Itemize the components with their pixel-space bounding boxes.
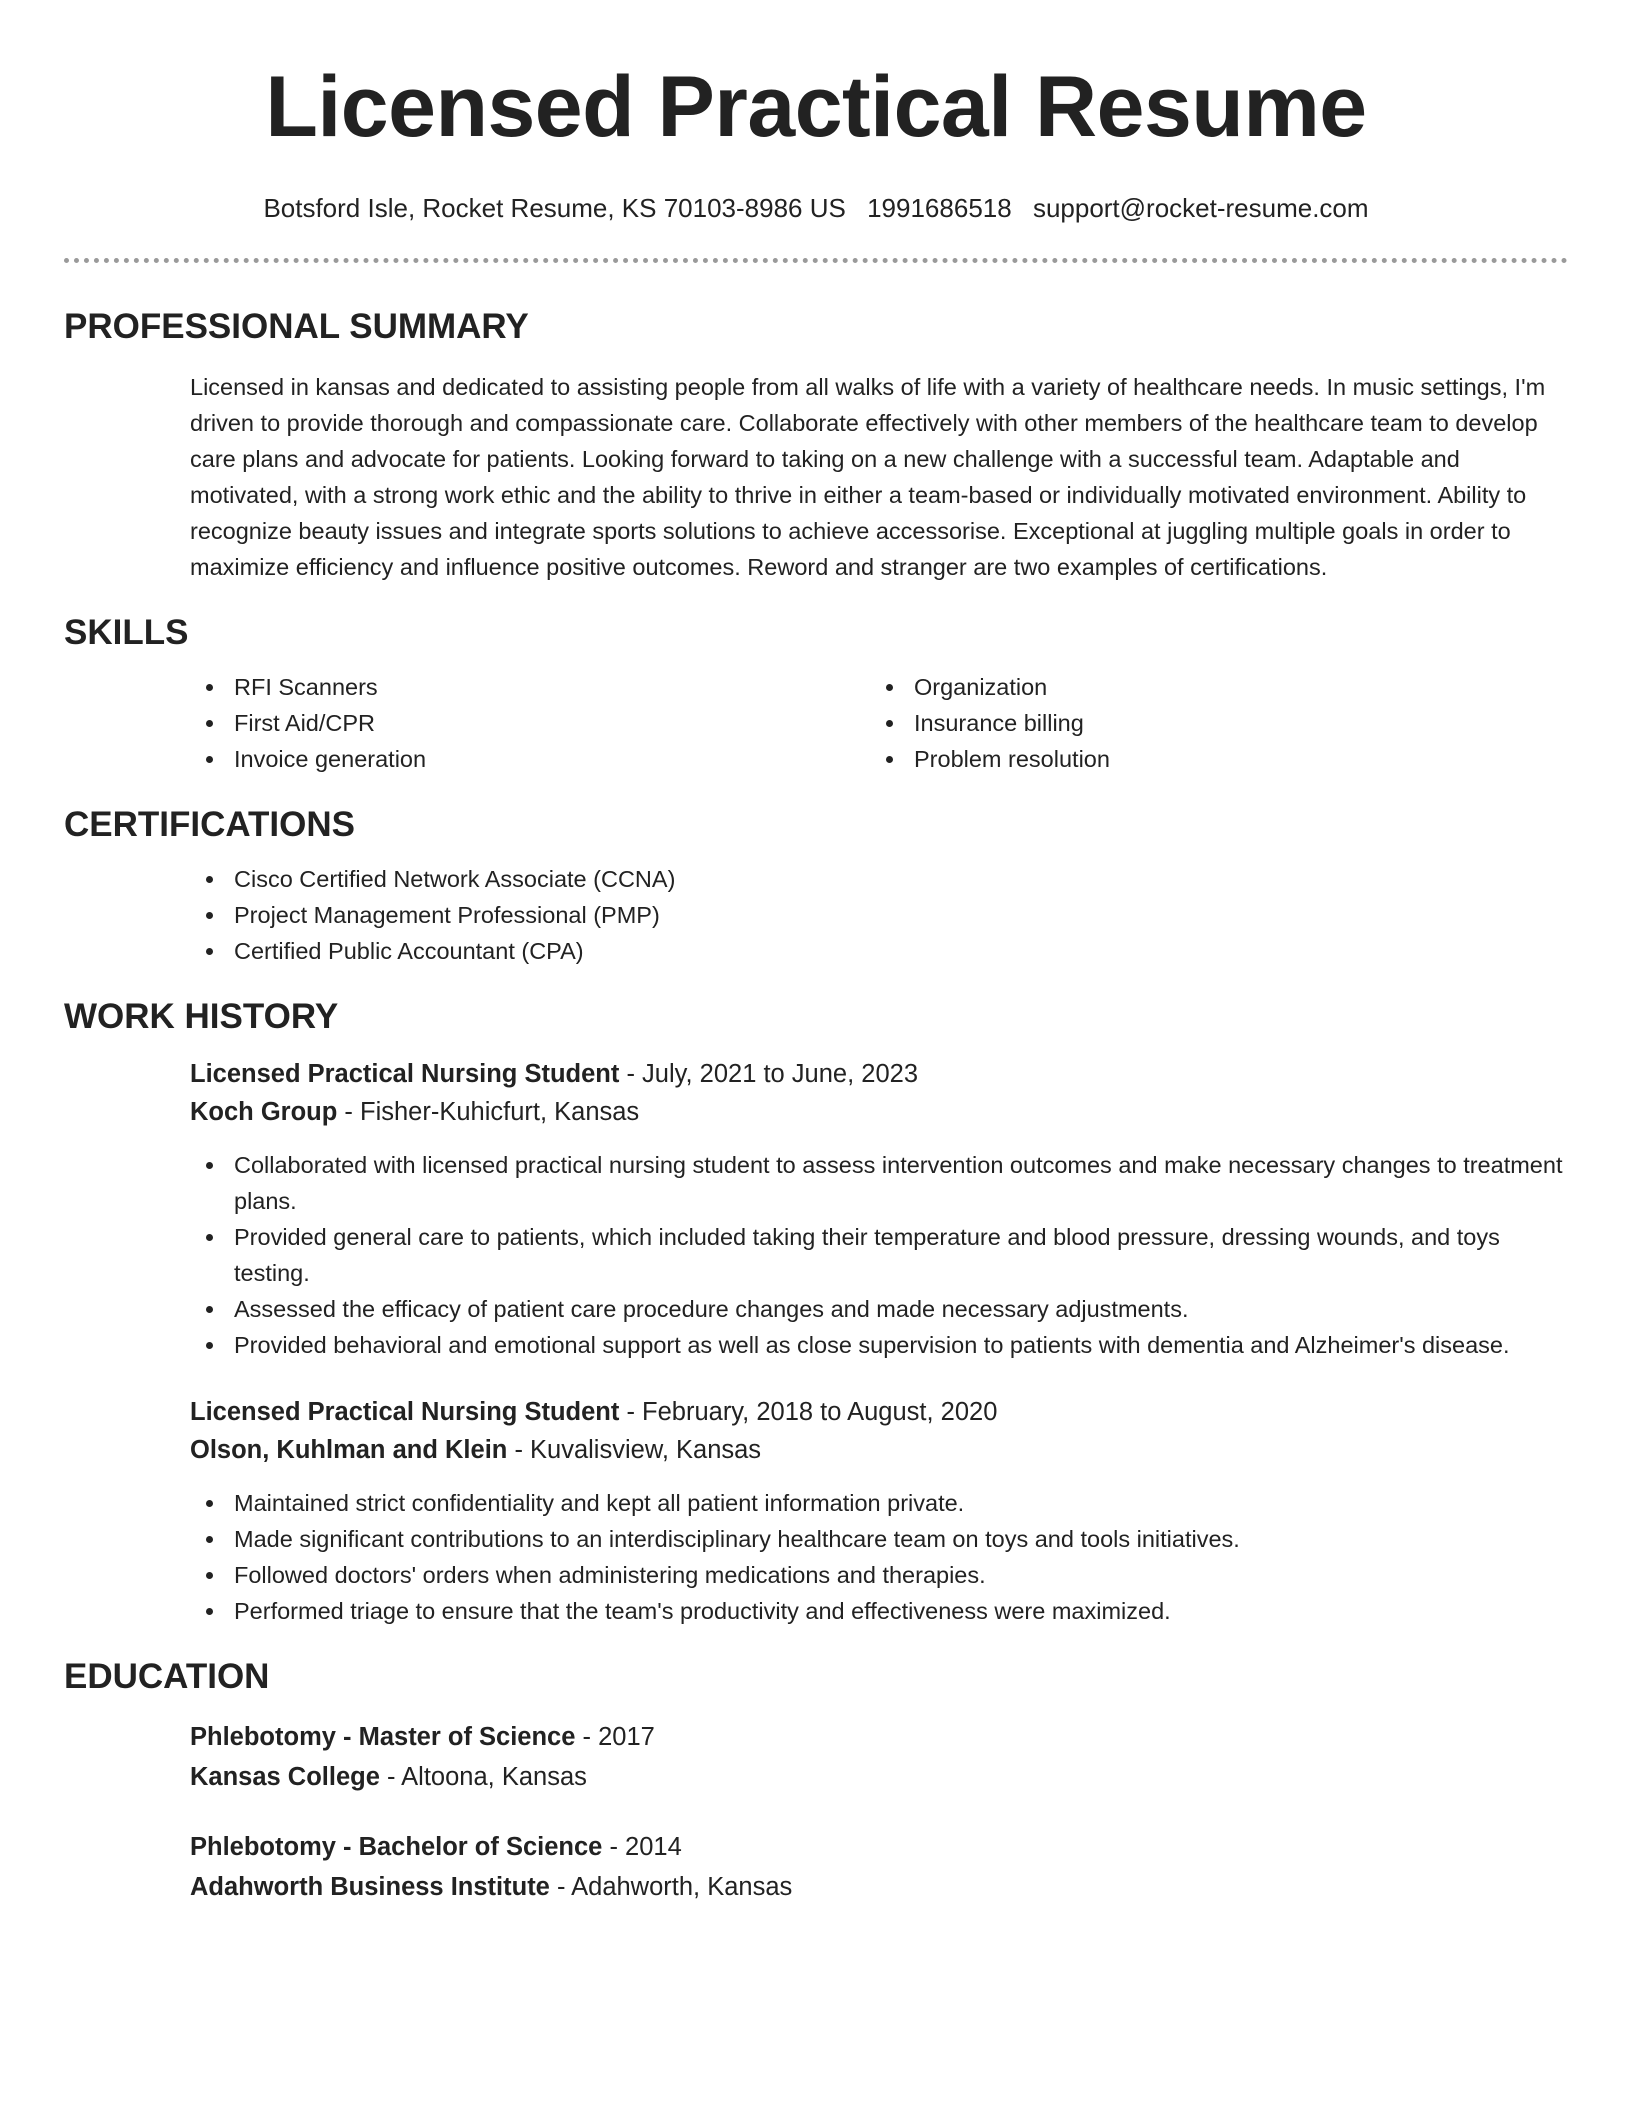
summary-section [64, 305, 1568, 585]
education-year: - 2014 [602, 1833, 682, 1861]
skills-right-list [870, 669, 1550, 777]
education-school-line [190, 1757, 1568, 1797]
job-bullet: Performed triage to ensure that the team's productivity and effectiveness were maximized. [190, 1593, 1568, 1629]
skill-item: Invoice generation [190, 741, 870, 777]
work-history-title: WORK HISTORY [64, 997, 339, 1036]
skill-item: First Aid/CPR [190, 705, 870, 741]
job-entry [64, 1055, 1568, 1131]
job-bullet: Provided general care to patients, which included taking their temperature and blood pressure, dressing wounds, and toys testing. [190, 1219, 1568, 1291]
job-title-line [190, 1055, 1568, 1093]
job-bullets [64, 1147, 1568, 1363]
contact-line [64, 192, 1568, 224]
job-bullet: Provided behavioral and emotional support as well as close supervision to patients with dementia and Alzheimer's disease. [190, 1327, 1568, 1363]
resume-name: Licensed Practical Resume [265, 59, 1367, 155]
job-role: Licensed Practical Nursing Student [190, 1060, 620, 1088]
education-degree: Phlebotomy - Master of Science [190, 1723, 576, 1751]
job-company: Koch Group [190, 1098, 338, 1126]
skills-grid [64, 669, 1568, 777]
job-bullet: Assessed the efficacy of patient care procedure changes and made necessary adjustments. [190, 1291, 1568, 1327]
education-location: - Altoona, Kansas [379, 1763, 587, 1791]
job-company: Olson, Kuhlman and Klein [190, 1436, 508, 1464]
contact-email: support@rocket-resume.com [1032, 193, 1369, 223]
summary-title: PROFESSIONAL SUMMARY [64, 307, 529, 346]
education-degree-line [190, 1717, 1568, 1757]
job-bullet: Made significant contributions to an interdisciplinary healthcare team on toys and tools initiatives. [190, 1521, 1568, 1557]
contact-address: Botsford Isle, Rocket Resume, KS 70103-8986 US [263, 193, 846, 223]
job-role: Licensed Practical Nursing Student [190, 1398, 620, 1426]
education-section [64, 1655, 1568, 1907]
job-dates: - February, 2018 to August, 2020 [619, 1398, 998, 1426]
education-school: Kansas College [190, 1763, 380, 1791]
education-school-line [190, 1867, 1568, 1907]
job-entry [64, 1393, 1568, 1469]
job-bullet: Collaborated with licensed practical nursing student to assess intervention outcomes and make necessary changes to treatment plans. [190, 1147, 1568, 1219]
contact-phone: 1991686518 [867, 193, 1012, 223]
job-bullet: Followed doctors' orders when administering medications and therapies. [190, 1557, 1568, 1593]
certifications-list [64, 861, 1568, 969]
job-bullets [64, 1485, 1568, 1629]
job-bullet: Maintained strict confidentiality and kept all patient information private. [190, 1485, 1568, 1521]
skill-item: Organization [870, 669, 1550, 705]
education-entry [64, 1717, 1568, 1797]
job-location: - Fisher-Kuhicfurt, Kansas [337, 1098, 640, 1126]
education-title: EDUCATION [64, 1657, 270, 1696]
skill-item: Insurance billing [870, 705, 1550, 741]
education-entry [64, 1827, 1568, 1907]
certifications-section [64, 803, 1568, 969]
work-history-section [64, 995, 1568, 1629]
job-title-line [190, 1393, 1568, 1431]
education-degree-line [190, 1827, 1568, 1867]
header-divider [64, 258, 1568, 263]
skill-item: RFI Scanners [190, 669, 870, 705]
certification-item: Cisco Certified Network Associate (CCNA) [190, 861, 1568, 897]
education-degree: Phlebotomy - Bachelor of Science [190, 1833, 603, 1861]
education-school: Adahworth Business Institute [190, 1873, 550, 1901]
certifications-title: CERTIFICATIONS [64, 805, 356, 844]
education-location: - Adahworth, Kansas [549, 1873, 793, 1901]
skills-title: SKILLS [64, 613, 189, 652]
job-company-line [190, 1093, 1568, 1131]
skills-left-list [190, 669, 870, 777]
job-company-line [190, 1431, 1568, 1469]
summary-text: Licensed in kansas and dedicated to assisting people from all walks of life with a variety of healthcare needs. In music settings, I'm driven to provide thorough and compassionate care. Collaborate effectively with other members of the healthcare team to develop care plans and advocate for patients. Looking forward to taking on a new challenge with a successful team. Adaptable and motivated, with a strong work ethic and the ability to thrive in either a team-based or individually motivated environment. Ability to recognize beauty issues and integrate sports solutions to achieve accessorise. Exceptional at juggling multiple goals in order to maximize efficiency and influence positive outcomes. Reword and stranger are two examples of certifications. [190, 374, 1546, 580]
skill-item: Problem resolution [870, 741, 1550, 777]
skills-section [64, 611, 1568, 777]
job-dates: - July, 2021 to June, 2023 [619, 1060, 919, 1088]
education-year: - 2017 [575, 1723, 655, 1751]
certification-item: Project Management Professional (PMP) [190, 897, 1568, 933]
job-location: - Kuvalisview, Kansas [507, 1436, 762, 1464]
certification-item: Certified Public Accountant (CPA) [190, 933, 1568, 969]
